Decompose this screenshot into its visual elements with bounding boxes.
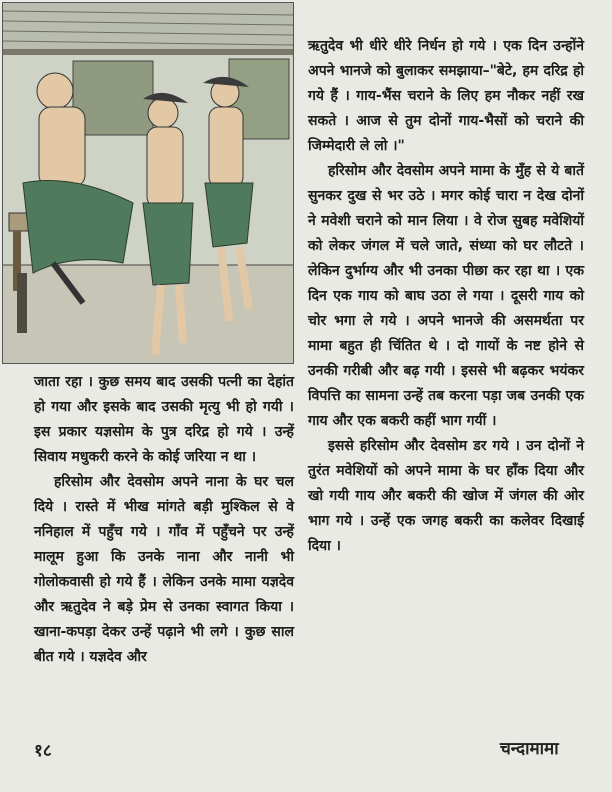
left-paragraph-1: जाता रहा । कुछ समय बाद उसकी पत्नी का देहांत हो गया और इसके बाद उसकी मृत्यु भी हो गयी । इस प्रकार यज्ञसोम के पुत्र दरिद्र हो गये । उन्हें सिवाय मधुकरी करने के कोई जरिया न था । <box>34 374 294 465</box>
right-paragraph-3: इससे हरिसोम और देवसोम डर गये । उन दोनों ने तुरंत मवेशियों को अपने मामा के घर हाँक दिया और खो गयी गाय और बकरी की खोज में जंगल की ओर भाग गये । उन्हें एक जगह बकरी का कलेवर दिखाई दिया । <box>308 438 584 554</box>
page-number: १८ <box>34 741 52 761</box>
right-paragraph-2: हरिसोम और देवसोम अपने मामा के मुँह से ये बातें सुनकर दुख से भर उठे । मगर कोई चारा न देख दोनों ने मवेशी चराने को मान लिया । वे रोज सुबह मवेशियों को लेकर जंगल में चले जाते, संध्या को घर लौटते । लेकिन दुर्भाग्य और भी उनका पीछा कर रहा था । एक दिन एक गाय को बाघ उठा ले गया । दूसरी गाय को चोर भगा ले गये । अपने भानजे की असमर्थता पर मामा बहुत ही चिंतित थे । दो गायों के नष्ट होने से उनकी गरीबी और बढ़ गयी । इससे भी बढ़कर भयंकर विपत्ति का सामना उन्हें तब करना पड़ा जब उनकी एक गाय और एक बकरी कहीं भाग गयीं । <box>308 163 584 429</box>
left-paragraph-2: हरिसोम और देवसोम अपने नाना के घर चल दिये । रास्ते में भीख मांगते बड़ी मुश्किल से वे ननिहाल में पहुँच गये । गाँव में पहुँचने पर उन्हें मालूम हुआ कि उनके नाना और नानी भी गोलोकवासी हो गये हैं । लेकिन उनके मामा यज्ञदेव और ऋतुदेव ने बड़े प्रेम से उनका स्वागत किया । खाना-कपड़ा देकर उन्हें पढ़ाने भी लगे । कुछ साल बीत गये । यज्ञदेव और <box>34 474 294 665</box>
right-paragraph-1: ऋतुदेव भी धीरे धीरे निर्धन हो गये । एक दिन उन्होंने अपने भानजे को बुलाकर समझाया–"बेटे, हम दरिद्र हो गये हैं । गाय-भैंस चराने के लिए हम नौकर नहीं रख सकते । आज से तुम दोनों गाय-भैसों को चराने की जिम्मेदारी ले लो ।" <box>308 38 584 154</box>
magazine-title: चन्दामामा <box>500 739 559 759</box>
left-text-column <box>34 370 294 670</box>
story-illustration <box>2 2 294 364</box>
right-text-column <box>308 34 584 559</box>
illustration-icon <box>3 3 294 364</box>
